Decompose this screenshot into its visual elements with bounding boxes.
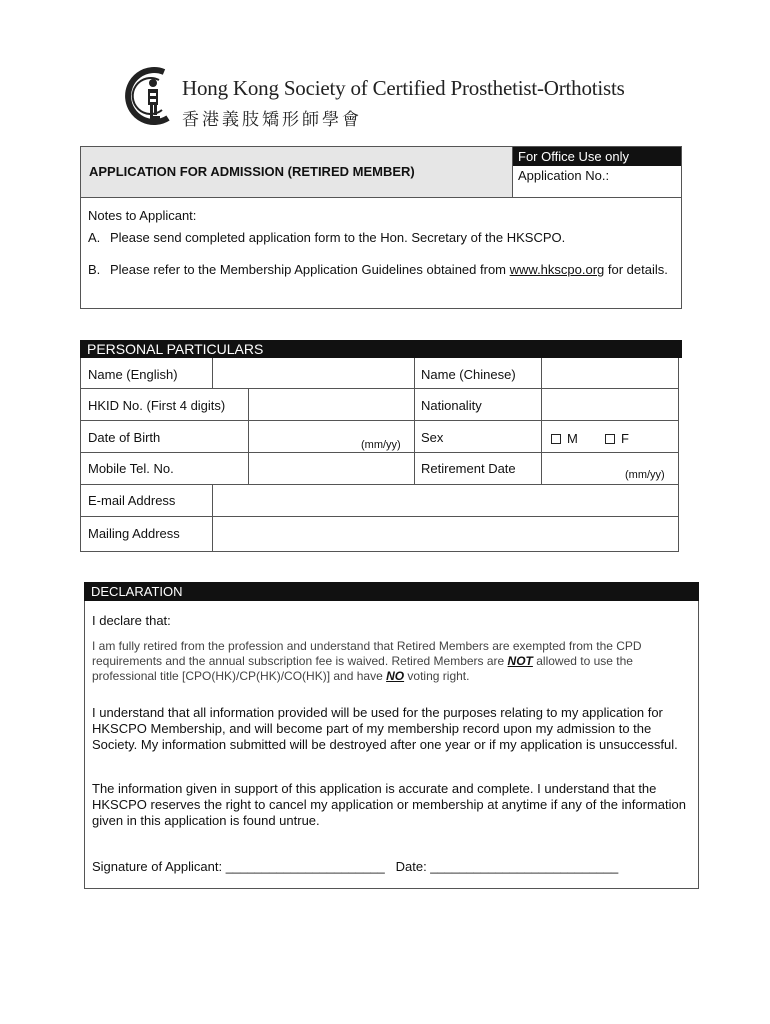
note-a-label: A. <box>88 230 101 245</box>
note-b-text-after: for details. <box>604 262 668 277</box>
nationality-field[interactable] <box>542 389 678 420</box>
sex-label: Sex <box>421 430 444 445</box>
note-a-text: Please send completed application form to the Hon. Secretary of the HKSCPO. <box>110 230 566 245</box>
hkid-label: HKID No. (First 4 digits) <box>88 398 226 413</box>
mobile-field[interactable] <box>249 453 414 484</box>
name-english-label: Name (English) <box>88 367 178 382</box>
date-of-birth-field[interactable] <box>249 421 414 452</box>
email-field[interactable] <box>213 485 678 516</box>
checkbox-female[interactable] <box>605 434 615 444</box>
retirement-date-field[interactable] <box>542 453 678 484</box>
date-field[interactable]: Date: __________________________ <box>395 859 619 874</box>
notes-to-applicant <box>80 198 682 309</box>
personal-particulars-heading: PERSONAL PARTICULARS <box>80 340 682 358</box>
name-chinese-field[interactable] <box>542 358 678 388</box>
declaration-data-usage: I understand that all information provided will be used for the purposes relating to my application for HKSCPO Membership, and will become part of my membership record upon my admission to the Society. My information submitted will be destroyed after one year or if my application is unsuccessful. <box>92 705 678 752</box>
personal-particulars-table <box>80 358 679 552</box>
mobile-label: Mobile Tel. No. <box>88 461 174 476</box>
website-link[interactable]: www.hkscpo.org <box>509 262 605 277</box>
mailing-address-label: Mailing Address <box>88 526 180 541</box>
retirement-date-format: (mm/yy) <box>625 469 665 481</box>
signature-field[interactable]: Signature of Applicant: ______________________ <box>92 859 385 874</box>
mailing-address-field[interactable] <box>213 517 678 551</box>
notes-heading: Notes to Applicant: <box>88 208 197 223</box>
society-name-english: Hong Kong Society of Certified Prosthetist-Orthotists <box>182 76 625 100</box>
sex-female-option[interactable] <box>605 431 629 446</box>
retirement-date-label: Retirement Date <box>421 461 516 476</box>
declaration-p1-part-c: voting right. <box>404 669 470 683</box>
declaration-p1-part-b: allowed to use the professional title [CPO(HK)/CP(HK)/CO(HK)] and have <box>92 654 633 683</box>
sex-male-label: M <box>567 431 578 446</box>
hkid-field[interactable] <box>249 389 414 420</box>
society-name-chinese: 香港義肢矯形師學會 <box>182 110 362 130</box>
note-b-text <box>110 262 680 277</box>
note-b-text-before: Please refer to the Membership Application Guidelines obtained from <box>110 262 510 277</box>
application-number-field[interactable]: Application No.: <box>518 168 610 183</box>
declaration-heading: DECLARATION <box>84 582 699 601</box>
declaration-retired-statement <box>92 639 692 684</box>
nationality-label: Nationality <box>421 398 482 413</box>
sex-male-option[interactable] <box>551 431 578 446</box>
note-b-label: B. <box>88 262 101 277</box>
signature-row <box>92 859 692 874</box>
office-use-heading: For Office Use only <box>513 147 681 166</box>
declaration-not-emphasis: NOT <box>507 654 533 668</box>
declaration-p1-part-a: I am fully retired from the profession and understand that Retired Members are exempted from the CPD requirements and the annual subscription fee is waived. Retired Members are <box>92 639 642 668</box>
date-of-birth-format: (mm/yy) <box>361 439 401 451</box>
email-label: E-mail Address <box>88 493 176 508</box>
declaration-accuracy: The information given in support of this application is accurate and complete. I understand that the HKSCPO reserves the right to cancel my application or membership at anytime if any of the information given in this application is found untrue. <box>92 781 686 828</box>
application-title-box <box>80 146 682 198</box>
society-header <box>124 66 684 130</box>
application-title: APPLICATION FOR ADMISSION (RETIRED MEMBER) <box>81 147 513 197</box>
declaration-intro: I declare that: <box>92 613 171 628</box>
column-divider <box>414 358 415 485</box>
declaration-no-emphasis: NO <box>386 669 405 683</box>
date-of-birth-label: Date of Birth <box>88 430 161 445</box>
society-logo-icon <box>124 66 180 128</box>
sex-female-label: F <box>621 431 629 446</box>
checkbox-male[interactable] <box>551 434 561 444</box>
name-chinese-label: Name (Chinese) <box>421 367 516 382</box>
declaration-section <box>84 601 699 889</box>
name-english-field[interactable] <box>213 358 414 388</box>
